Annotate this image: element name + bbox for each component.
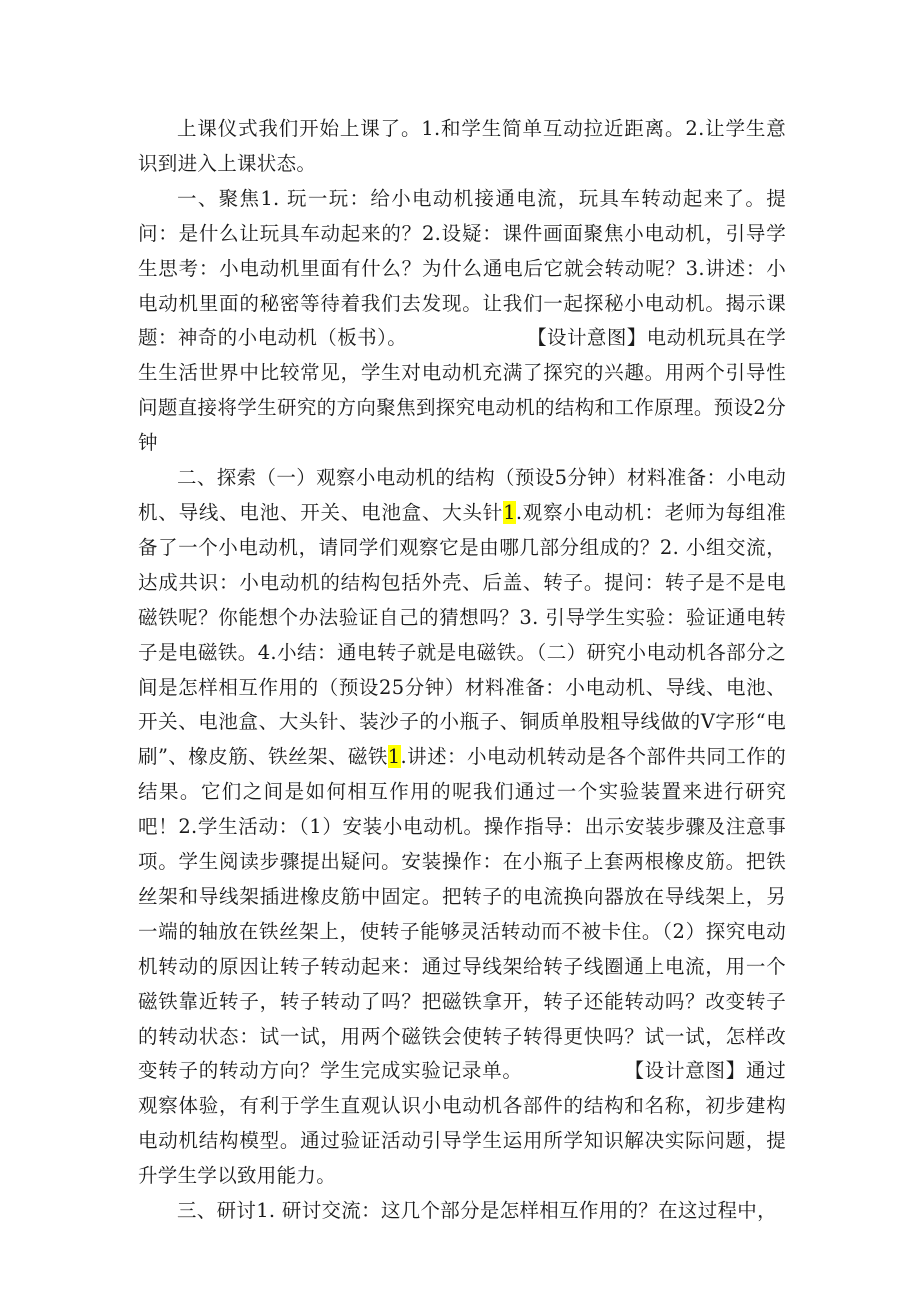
explore-text-part-1: 二、探索（一）观察小电动机的结构（预设5分钟）材料准备：小电动机、导线、电池、开关、电池盒、大头针	[138, 466, 786, 524]
highlighted-number: 1	[503, 500, 516, 524]
document-body	[138, 112, 786, 1229]
discuss-text: 三、研讨1. 研讨交流：这几个部分是怎样相互作用的？在这过程中，	[177, 1199, 777, 1223]
highlighted-number: 1	[387, 745, 401, 769]
paragraph-intro	[138, 112, 786, 182]
intro-text: 上课仪式我们开始上课了。1.和学生简单互动拉近距离。2.让学生意识到进入上课状态。	[138, 117, 786, 175]
explore-text-part-3: .讲述：小电动机转动是各个部件共同工作的结果。它们之间是如何相互作用的呢我们通过一个实验装置来进行研究吧！2.学生活动：（1）安装小电动机。操作指导：出示安装步骤及注意事项。学生阅读步骤提出疑问。安装操作：在小瓶子上套两根橡皮筋。把铁丝架和导线架插进橡皮筋中固定。把转子的电流换向器放在导线架上，另一端的轴放在铁丝架上，使转子能够灵活转动而不被卡住。（2）探究电动机转动的原因让转子转动起来：通过导线架给转子线圈通上电流，用一个磁铁靠近转子，转子转动了吗？把磁铁拿开，转子还能转动吗？改变转子的转动状态：试一试，用两个磁铁会使转子转得更快吗？试一试，怎样改变转子的转动方向？学生完成实验记录单。 【设计意图】通过观察体验，有利于学生直观认识小电动机各部件的结构和名称，初步建构电动机结构模型。通过验证活动引导学生运用所学知识解决实际问题，提升学生学以致用能力。	[138, 745, 786, 1188]
focus-text: 一、聚焦1. 玩一玩：给小电动机接通电流，玩具车转动起来了。提问：是什么让玩具车动起来的？2.设疑：课件画面聚焦小电动机，引导学生思考：小电动机里面有什么？为什么通电后它就会转动呢？3.讲述：小电动机里面的秘密等待着我们去发现。让我们一起探秘小电动机。揭示课题：神奇的小电动机（板书）。 【设计意图】电动机玩具在学生生活世界中比较常见，学生对电动机充满了探究的兴趣。用两个引导性问题直接将学生研究的方向聚焦到探究电动机的结构和工作原理。预设2分钟	[138, 186, 786, 455]
explore-text-part-2: .观察小电动机：老师为每组准备了一个小电动机，请同学们观察它是由哪几部分组成的？2. 小组交流，达成共识：小电动机的结构包括外壳、后盖、转子。提问：转子是不是电磁铁呢？你能想个办法验证自己的猜想吗？3. 引导学生实验：验证通电转子是电磁铁。4.小结：通电转子就是电磁铁。（二）研究小电动机各部分之间是怎样相互作用的（预设25分钟）材料准备：小电动机、导线、电池、开关、电池盒、大头针、装沙子的小瓶子、铜质单股粗导线做的V字形“电刷”、橡皮筋、铁丝架、磁铁	[138, 500, 786, 769]
paragraph-focus	[138, 182, 786, 461]
paragraph-explore	[138, 461, 786, 1194]
paragraph-discuss	[138, 1194, 786, 1229]
